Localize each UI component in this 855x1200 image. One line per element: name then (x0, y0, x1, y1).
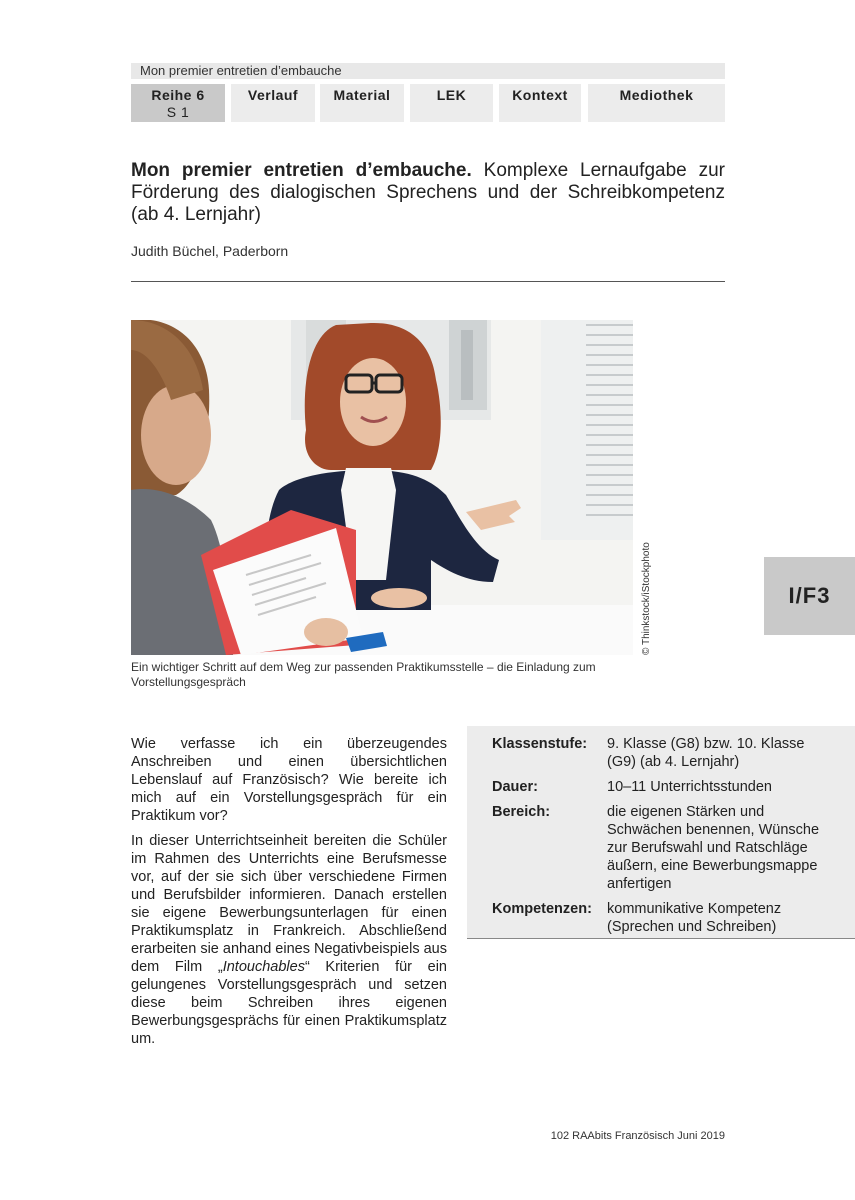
interview-photo (131, 320, 633, 655)
info-value: die eigenen Stärken und Schwächen benennen, Wünsche zur Berufswahl und Ratschläge äußern, eine Bewerbungsmappe anfertigen (607, 804, 820, 892)
info-key: Dauer: (492, 779, 538, 795)
info-key: Kompetenzen: (492, 901, 592, 917)
tab-lek-label: LEK (436, 87, 467, 103)
tab-kontext[interactable] (499, 84, 581, 122)
section-tab: I/F3 (764, 557, 855, 635)
tab-verlauf-label: Verlauf (247, 87, 299, 103)
info-value: 10–11 Unterrichtsstunden (607, 779, 772, 795)
photo-caption: Ein wichtiger Schritt auf dem Weg zur passenden Praktikumsstelle – die Einladung zum Vorstellungsgespräch (131, 660, 596, 689)
tab-verlauf[interactable] (231, 84, 315, 122)
title-rest: Komplexe Lernaufgabe zur Förderung des dialogischen Sprechens und der Schreibkompetenz (ab 4. Lernjahr) (131, 160, 725, 225)
info-row-klassenstufe (492, 735, 855, 771)
info-box (467, 726, 855, 939)
info-key: Klassenstufe: (492, 736, 588, 752)
info-row-bereich (492, 803, 855, 893)
info-value: kommunikative Kompetenz (Sprechen und Schreiben) (607, 901, 782, 935)
photo-credit: © Thinkstock/iStockphoto (641, 542, 652, 655)
tab-lek[interactable] (410, 84, 493, 122)
author: Judith Büchel, Paderborn (131, 243, 289, 259)
info-value: 9. Klasse (G8) bzw. 10. Klasse (G9) (ab 4. Lernjahr) (607, 736, 805, 770)
info-row-dauer (492, 778, 855, 796)
series-title-bar (131, 63, 725, 79)
title-bold: Mon premier entretien d’embauche. (131, 160, 472, 181)
page-footer: 102 RAAbits Französisch Juni 2019 (550, 1130, 725, 1142)
paragraph-2-part-a: In dieser Unterrichtseinheit bereiten die Schüler im Rahmen des Unterrichts eine Berufsmesse vor, auf der sie sich über verschiedene Firmen und Berufsbilder informieren. Danach erstellen sie eigene Bewerbungsunterlagen für einen Praktikumsplatz in Frankreich. Abschließend erarbeiten sie anhand eines Negativbeispiels aus dem Film „ (131, 833, 447, 975)
tab-kontext-label: Kontext (512, 87, 568, 103)
info-row-kompetenzen (492, 900, 855, 936)
tab-material-label: Material (333, 87, 391, 103)
tab-mediothek-label: Mediothek (619, 87, 694, 103)
tab-mediothek[interactable] (588, 84, 725, 122)
paragraph-2 (131, 832, 447, 1048)
tab-reihe[interactable] (131, 84, 225, 122)
series-title: Mon premier entretien d’embauche (140, 63, 342, 78)
tab-material[interactable] (320, 84, 404, 122)
tab-reihe-label: Reihe 6 (151, 87, 205, 103)
divider (131, 281, 725, 282)
page-title (131, 160, 725, 226)
tab-reihe-sub: S 1 (166, 104, 190, 120)
film-title: Intouchables (222, 959, 305, 975)
paragraph-2-part-b: “ Kriterien für ein gelungenes Vorstellungsgespräch und setzen diese beim Schreiben ihres eigenen Bewerbungsgesprächs für einen Praktikumsplatz um. (131, 959, 447, 1047)
paragraph-1: Wie verfasse ich ein überzeugendes Anschreiben und einen übersichtlichen Lebenslauf auf Französisch? Wie bereite ich mich auf ein Vorstellungsgespräch für ein Praktikum vor? (131, 736, 447, 824)
info-key: Bereich: (492, 804, 551, 820)
intro-text (131, 735, 447, 1055)
